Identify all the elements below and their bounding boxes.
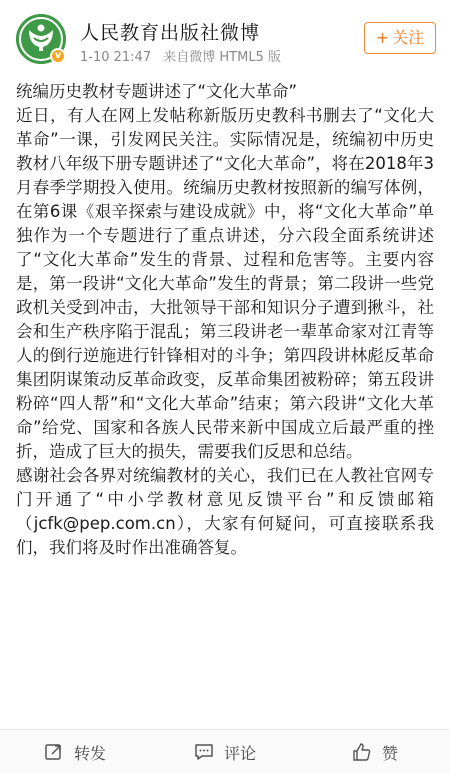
verified-badge-icon: v [50, 48, 66, 64]
repost-label: 转发 [73, 743, 106, 763]
account-name[interactable]: 人民教育出版社微博 [80, 22, 261, 44]
repost-button[interactable] [0, 730, 150, 773]
like-label: 赞 [381, 743, 398, 763]
post-header [0, 0, 450, 80]
comment-button[interactable] [150, 730, 300, 773]
post-paragraph: 近日，有人在网上发帖称新版历史教科书删去了“文化大革命”一课，引发网民关注。实际情况是，统编初中历史教材八年级下册专题讲述了“文化大革命”，将在2018年3月春季学期投入使用。统编历史教材按照新的编写体例，在第6课《艰辛探索与建设成就》中，将“文化大革命”单独作为一个专题进行了重点讲述，分六段全面系统讲述了“文化大革命”发生的背景、过程和危害等。主要内容是，第一段讲“文化大革命”发生的背景；第二段讲一些党政机关受到冲击，大批领导干部和知识分子遭到揪斗，社会和生产秩序陷于混乱；第三段讲老一辈革命家对江青等人的倒行逆施进行针锋相对的斗争；第四段讲林彪反革命集团阴谋策动反革命政变，反革命集团被粉碎；第五段讲粉碎“四人帮”和“文化大革命”结束；第六段讲“文化大革命”给党、国家和各族人民带来新中国成立后最严重的挫折，造成了巨大的损失，需要我们反思和总结。 [16, 106, 434, 461]
post-title: 统编历史教材专题讲述了“文化大革命” [16, 82, 298, 101]
thumbs-up-icon [352, 742, 372, 762]
post-meta [80, 46, 289, 65]
post-source: 来自微博 HTML5 版 [163, 50, 281, 65]
like-button[interactable] [300, 730, 450, 773]
repost-icon [44, 742, 64, 762]
content-fade [0, 712, 450, 730]
action-toolbar [0, 729, 450, 773]
post-content [16, 80, 434, 730]
follow-button[interactable] [364, 22, 436, 54]
post-paragraph: 感谢社会各界对统编教材的关心，我们已在人教社官网专门开通了“中小学教材意见反馈平台”和反馈邮箱（jcfk@pep.com.cn），大家有何疑问，可直接联系我们，我们将及时作出准确答复。 [16, 466, 434, 557]
plus-icon: + [375, 28, 390, 47]
post-time: 1-10 21:47 [80, 50, 152, 65]
follow-label: 关注 [392, 28, 425, 47]
comment-label: 评论 [223, 743, 256, 763]
comment-icon [194, 742, 214, 762]
